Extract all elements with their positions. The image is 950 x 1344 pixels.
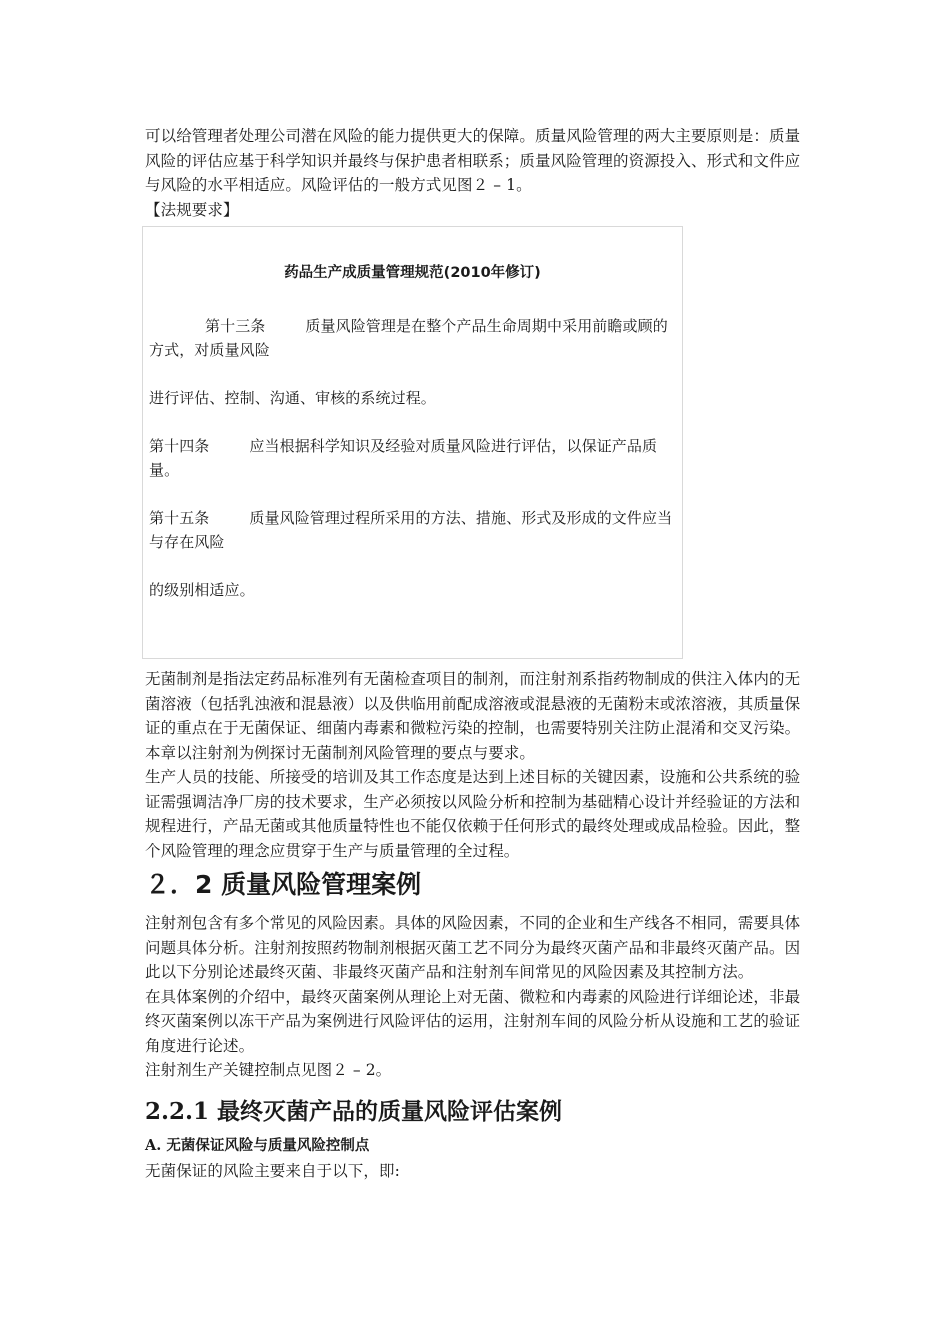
article-15-text-b: 的级别相适应。: [149, 581, 255, 599]
intro-paragraph: 可以给管理者处理公司潜在风险的能力提供更大的保障。质量风险管理的两大主要原则是：质量风险的评估应基于科学知识并最终与保护患者相联系；质量风险管理的资源投入、形式和文件应与风险的水平相适应。风险评估的一般方式见图２ – 1。: [145, 127, 801, 194]
article-14-number: 第十四条: [149, 437, 210, 455]
article-14: [149, 434, 676, 482]
body-paragraph-5: 注射剂生产关键控制点见图２ – 2。: [145, 1061, 392, 1079]
body-paragraph-3: 注射剂包含有多个常见的风险因素。具体的风险因素，不同的企业和生产线各不相同，需要具体问题具体分析。注射剂按照药物制剂根据灭菌工艺不同分为最终灭菌产品和非最终灭菌产品。因此以下分别论述最终灭菌、非最终灭菌产品和注射剂车间常见的风险因素及其控制方法。: [145, 914, 801, 981]
article-13-text-b: 进行评估、控制、沟通、审核的系统过程。: [149, 389, 436, 407]
article-15-number: 第十五条: [149, 509, 210, 527]
regulation-box: [142, 226, 683, 659]
article-15-text-a: 质量风险管理过程所采用的方法、措施、形式及形成的文件应当与存在风险: [149, 509, 673, 551]
article-13-text-a: 质量风险管理是在整个产品生命周期中采用前瞻或顾的方式，对质量风险: [149, 317, 668, 359]
body-paragraph-1: 无菌制剂是指法定药品标准列有无菌检查项目的制剂，而注射剂系指药物制成的供注入体内的无菌溶液（包括乳浊液和混悬液）以及供临用前配成溶液或混悬液的无菌粉末或浓溶液，其质量保证的重点在于无菌保证、细菌内毒素和微粒污染的控制，也需要特别关注防止混淆和交叉污染。本章以注射剂为例探讨无菌制剂风险管理的要点与要求。: [145, 670, 801, 762]
document-page: [145, 124, 815, 1183]
body-paragraph-4: 在具体案例的介绍中，最终灭菌案例从理论上对无菌、微粒和内毒素的风险进行详细论述，非最终灭菌案例以冻干产品为案例进行风险评估的运用，注射剂车间的风险分析从设施和工艺的验证角度进行论述。: [145, 987, 801, 1055]
body-paragraph-6: 无菌保证的风险主要来自于以下，即:: [145, 1161, 400, 1180]
article-13-number: 第十三条: [205, 317, 266, 335]
section-heading-2-2-1: 2.2.1 最终灭菌产品的质量风险评估案例: [145, 1097, 563, 1125]
regulation-label: 【法规要求】: [145, 200, 239, 219]
section-heading-2-2: ２．2 质量风险管理案例: [145, 870, 422, 899]
article-15: [149, 506, 676, 554]
subsection-heading-a: A. 无菌保证风险与质量风险控制点: [145, 1136, 370, 1154]
article-14-text: 应当根据科学知识及经验对质量风险进行评估，以保证产品质量。: [149, 437, 658, 479]
regulation-title: 药品生产成质量管理规范(2010年修订): [284, 265, 541, 281]
body-paragraph-2: 生产人员的技能、所接受的培训及其工作态度是达到上述目标的关键因素，设施和公共系统的验证需强调洁净厂房的技术要求，生产必须按以风险分析和控制为基础精心设计并经验证的方法和规程进行，产品无菌或其他质量特性也不能仅依赖于任何形式的最终处理或成品检验。因此，整个风险管理的理念应贯穿于生产与质量管理的全过程。: [145, 768, 801, 860]
article-13: [149, 314, 676, 362]
